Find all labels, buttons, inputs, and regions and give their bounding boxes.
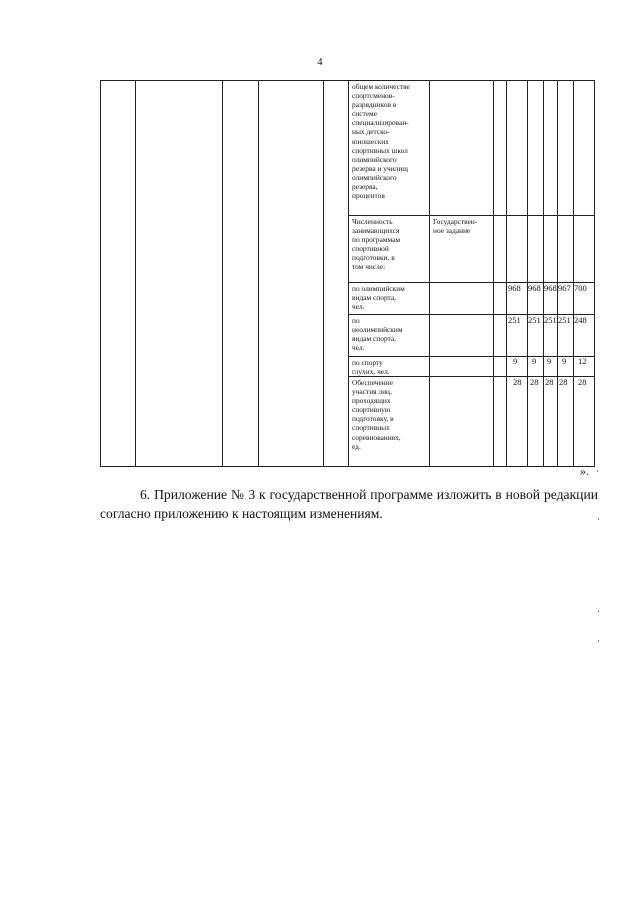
scan-speck [598,640,599,642]
table-column-line [557,80,558,466]
table-cell-value: 968 [544,283,557,293]
table-cell-value: 9 [562,356,567,366]
indicator-label: Обеспечение участия лиц, проходящих спортивную подготовку, в спортивных соревнованиях, ед. [352,378,401,451]
indicator-label: по олимпийским видам спорта, чел. [352,284,405,312]
table-border-top [100,80,595,81]
table-cell-value: 28 [545,377,554,387]
table-row-line [348,356,595,357]
table-cell-value: 251 [558,315,571,325]
table-row-line [348,376,595,377]
table-cell-value: 28 [578,377,587,387]
table-border-bottom [100,466,595,467]
table-cell-value: 700 [574,283,587,293]
table-cell-value: 9 [532,356,537,366]
indicator-source: Государствен- ное задание [433,217,478,236]
indicator-label: Численность занимающихся по программам спортивной подготовки, в том числе: [352,217,401,272]
amendment-paragraph: 6. Приложение № 3 к государственной программе изложить в новой редакции согласно приложению к настоящим изменениям. [100,487,598,521]
table-column-line [543,80,544,466]
indicator-label: по неолимпийским видам спорта, чел. [352,316,403,353]
table-column-line [135,80,136,466]
table-cell-value: 968 [528,283,541,293]
closing-quote-mark: ». [580,464,589,478]
table-cell-value: 251 [544,315,557,325]
table-cell-value: 28 [530,377,539,387]
table-cell-value: 251 [508,315,521,325]
table-cell-value: 251 [528,315,541,325]
table-border-left [100,80,101,466]
page-number: 4 [317,57,323,68]
table-column-line [429,80,430,466]
table-cell-value: 28 [513,377,522,387]
table-cell-value: 9 [547,356,552,366]
table-cell-value: 28 [559,377,568,387]
indicator-label: по спорту глухих, чел. [352,358,390,376]
table-column-line [348,80,349,466]
scan-speck [598,610,599,612]
scan-speck [597,470,598,472]
table-cell-value: 248 [574,315,587,325]
table-row-line [348,215,595,216]
table-column-line [493,80,494,466]
table-column-line [323,80,324,466]
table-column-line [573,80,574,466]
indicator-label: общем количестве спортсменов- разрядников в системе специализирован- ных детско- юношеских спортивных школ олимпийского резерва и училищ олимпийского резерва, процентов [352,82,410,201]
table-cell-value: 9 [513,356,518,366]
table-cell-value: 968 [508,283,521,293]
table-column-line [527,80,528,466]
table-border-right [594,80,595,466]
table-column-line [506,80,507,466]
table-cell-value: 967 [558,283,571,293]
table-column-line [258,80,259,466]
table-cell-value: 12 [578,356,587,366]
scan-speck [598,518,599,520]
table-column-line [222,80,223,466]
